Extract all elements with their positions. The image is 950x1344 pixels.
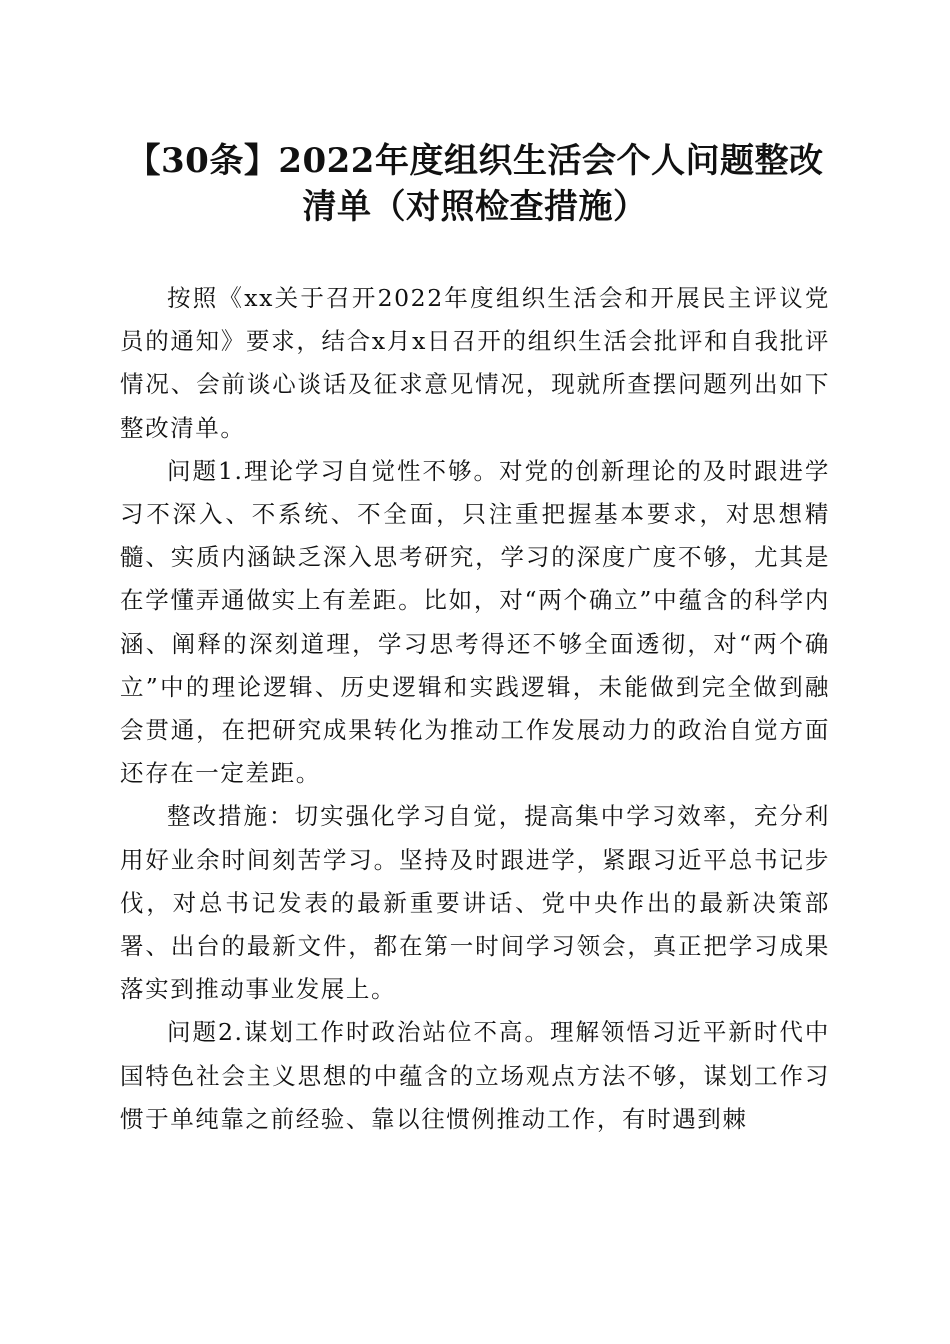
document-title	[120, 138, 830, 230]
title-line-2: 清单（对照检查措施）	[302, 187, 648, 227]
paragraph-problem-2: 问题2.谋划工作时政治站位不高。理解领悟习近平新时代中国特色社会主义思想的中蕴含的立场观点方法不够，谋划工作习惯于单纯靠之前经验、靠以往惯例推动工作，有时遇到棘	[120, 1018, 830, 1133]
title-line-1: 【30条】2022年度组织生活会个人问题整改	[126, 141, 824, 181]
paragraph-intro: 按照《xx关于召开2022年度组织生活会和开展民主评议党员的通知》要求，结合x月x日召开的组织生活会批评和自我批评情况、会前谈心谈话及征求意见情况，现就所查摆问题列出如下整改清单。	[120, 284, 830, 442]
paragraph-problem-1: 问题1.理论学习自觉性不够。对党的创新理论的及时跟进学习不深入、不系统、不全面，只注重把握基本要求，对思想精髓、实质内涵缺乏深入思考研究，学习的深度广度不够，尤其是在学懂弄通做实上有差距。比如，对“两个确立”中蕴含的科学内涵、阐释的深刻道理，学习思考得还不够全面透彻，对“两个确立”中的理论逻辑、历史逻辑和实践逻辑，未能做到完全做到融会贯通，在把研究成果转化为推动工作发展动力的政治自觉方面还存在一定差距。	[120, 456, 830, 788]
paragraph-measures-1: 整改措施：切实强化学习自觉，提高集中学习效率，充分利用好业余时间刻苦学习。坚持及时跟进学，紧跟习近平总书记步伐，对总书记发表的最新重要讲话、党中央作出的最新决策部署、出台的最新文件，都在第一时间学习领会，真正把学习成果落实到推动事业发展上。	[120, 802, 830, 1004]
document-body	[120, 277, 830, 1141]
